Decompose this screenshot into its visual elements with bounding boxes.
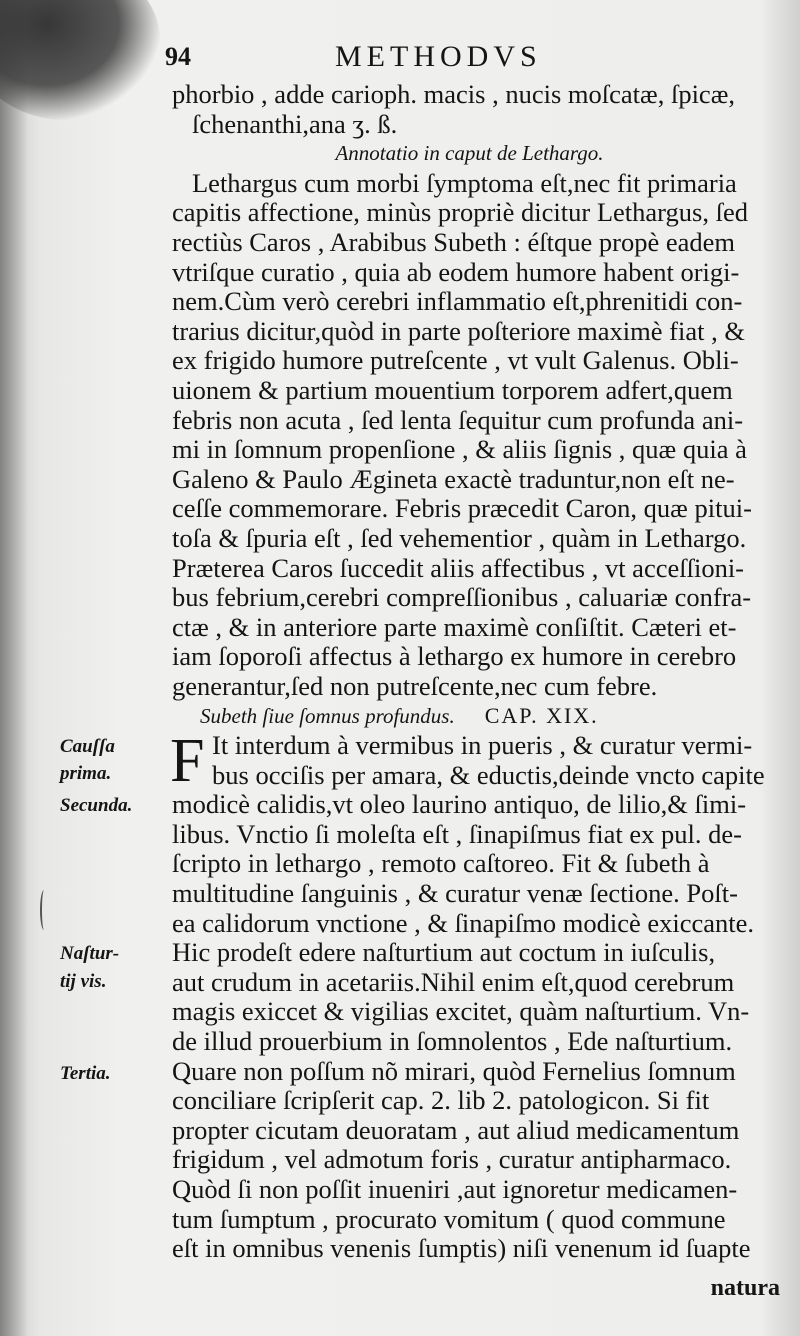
text-line: Præterea Caros ſuccedit aliis affectibus , vt acceſſioni- <box>172 552 745 583</box>
margin-pen-mark <box>40 890 48 930</box>
text-line: phorbio , adde carioph. macis , nucis moſcatæ, ſpicæ, <box>172 79 735 109</box>
text-line: rectiùs Caros , Arabibus Subeth : éſtque propè eadem <box>172 226 735 257</box>
text-line: libus. Vnctio ſi moleſta eſt , ſinapiſmus fiat ex pul. de- <box>172 818 742 849</box>
text-line: ſcripto in lethargo , remoto caſtoreo. Fit & ſubeth à <box>172 848 710 879</box>
text-line: tum ſumptum , procurato vomitum ( quod commune <box>172 1203 726 1234</box>
text-line: propter cicutam deuoratam , aut aliud medicamentum <box>172 1114 740 1145</box>
text-line: mi in ſomnum propenſione , & aliis ſignis , quæ quia à <box>172 434 747 465</box>
text-line: bus febrium,cerebri compreſſionibus , caluariæ confra- <box>172 582 752 613</box>
text-line: frigidum , vel admotum foris , curatur antipharmaco. <box>172 1144 732 1175</box>
text-line: multitudine ſanguinis , & curatur venæ ſectione. Poſt- <box>172 878 738 909</box>
chapter-number: CAP. XIX. <box>484 703 599 729</box>
text-line: ceſſe commemorare. Febris præcedit Caron, quæ pitui- <box>172 493 752 524</box>
page-gutter-shadow <box>0 0 28 1336</box>
text-line: ea calidorum vnctione , & ſinapiſmo modicè exiccante. <box>172 907 755 938</box>
text-line: trarius dicitur,quòd in parte poſteriore maximè fiat , & <box>172 315 745 346</box>
text-line: aut crudum in acetariis.Nihil enim eſt,quod cerebrum <box>172 966 735 997</box>
chapter-opening <box>170 727 767 796</box>
catchword: natura <box>710 1275 780 1301</box>
chapter-heading <box>172 701 767 731</box>
text-line: conciliare ſcripſerit cap. 2. lib 2. patologicon. Si fit <box>172 1085 710 1116</box>
chapter-title: Subeth ſiue ſomnus profundus. <box>200 704 455 729</box>
text-line: febris non acuta , ſed lenta ſequitur cum profunda ani- <box>172 404 744 435</box>
text-line: vtriſque curatio , quia ab eodem humore habent origi- <box>172 256 740 287</box>
running-head: METHODVS <box>335 40 542 73</box>
text-line: capitis affectione, minùs propriè dicitur Lethargus, ſed <box>172 197 748 228</box>
margin-note-secunda: Secunda. <box>60 795 133 816</box>
text-line: Quòd ſi non poſſit inueniri ,aut ignoretur medicamen- <box>172 1173 738 1204</box>
margin-note-prima: prima. <box>60 763 112 784</box>
page-header <box>165 40 765 80</box>
text-line: ſchenanthi,ana ʒ. ß. <box>192 108 398 139</box>
main-text-block <box>172 80 767 1264</box>
annotation-heading: Annotatio in caput de Lethargo. <box>335 141 604 166</box>
text-line: eſt in omnibus venenis ſumptis) niſi venenum id ſuapte <box>172 1233 751 1264</box>
text-line: Lethargus cum morbi ſymptoma eſt,nec fit primaria <box>192 167 737 198</box>
text-line: iam ſoporoſi affectus à lethargo ex humore in cerebro <box>172 641 737 672</box>
margin-note-vis: tij vis. <box>60 971 107 992</box>
margin-note-causa: Cauſſa <box>60 736 115 757</box>
text-line: uionem & partium mouentium torporem adfert,quem <box>172 374 733 405</box>
text-line: de illud prouerbium in ſomnolentos , Ede naſturtium. <box>172 1026 733 1056</box>
text-line: Quare non poſſum nõ mirari, quòd Fernelius ſomnum <box>172 1055 736 1086</box>
text-line: bus occiſis per amara, & eductis,deinde vncto capite <box>212 759 765 790</box>
text-line: nem.Cùm verò cerebri inflammatio eſt,phrenitidi con- <box>172 286 743 317</box>
drop-capital: F <box>170 727 205 796</box>
text-line: It interdum à vermibus in pueris , & curatur vermi- <box>212 730 753 761</box>
margin-note-tertia: Tertia. <box>60 1063 111 1084</box>
text-line: magis exiccet & vigilias excitet, quàm naſturtium. Vn- <box>172 996 750 1027</box>
text-line: toſa & ſpuria eſt , ſed vehementior , quàm in Lethargo. <box>172 522 747 553</box>
text-line: Hic prodeſt edere naſturtium aut coctum in iuſculis, <box>172 937 716 968</box>
text-line: ctæ , & in anteriore parte maximè conſiſtit. Cæteri et- <box>172 611 737 642</box>
text-line: generantur,ſed non putreſcente,nec cum febre. <box>172 670 658 701</box>
ink-stain <box>0 0 160 120</box>
text-line: Galeno & Paulo Ægineta exactè traduntur,non eſt ne- <box>172 463 735 494</box>
text-line: modicè calidis,vt oleo laurino antiquo, de lilio,& ſimi- <box>172 789 747 820</box>
margin-note-nasturtium: Naſtur- <box>60 943 120 964</box>
page-number: 94 <box>165 42 191 71</box>
text-line: ex frigido humore putreſcente , vt vult Galenus. Obli- <box>172 345 739 376</box>
